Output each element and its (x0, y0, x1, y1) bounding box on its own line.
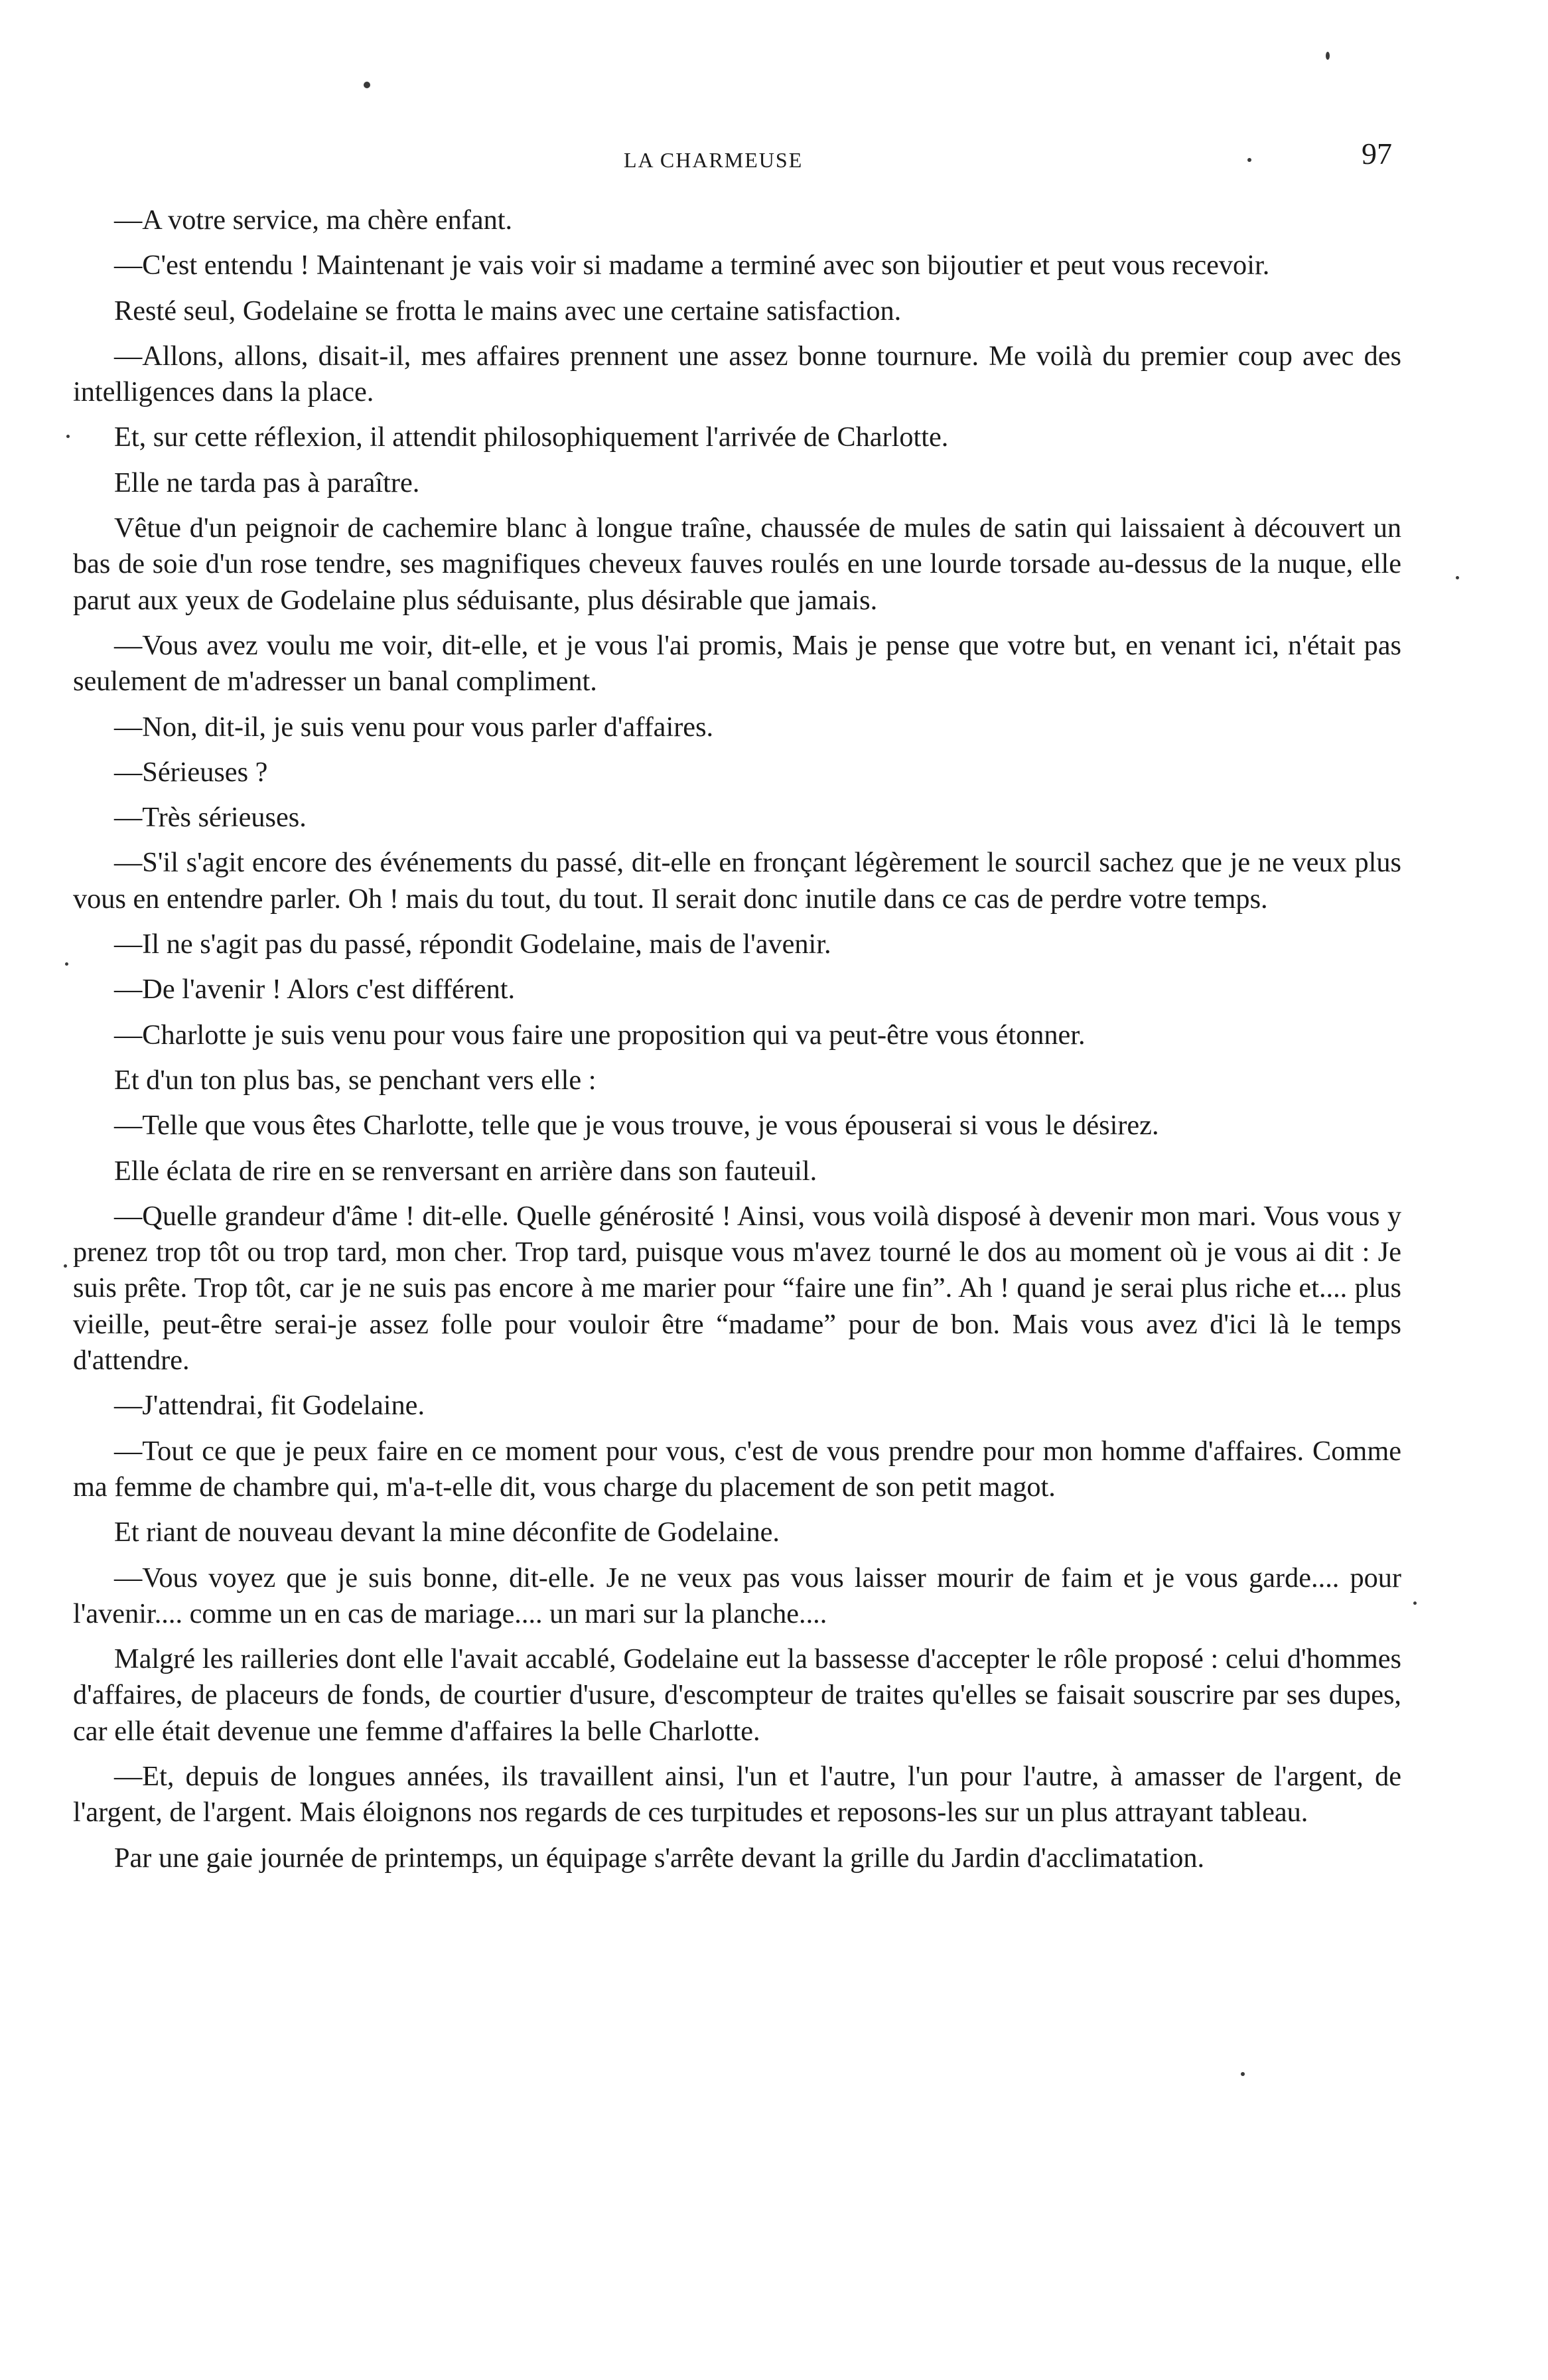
paragraph: Par une gaie journée de printemps, un équipage s'arrête devant la grille du Jardin d'acclimatation. (114, 1842, 1205, 1874)
paragraph: —J'attendrai, fit Godelaine. (114, 1390, 425, 1422)
paragraph: —Vous voyez que je suis bonne, dit-elle. Je ne veux pas vous laisser mourir de faim et je vous garde.... pour l'avenir.... comme un en cas de mariage.... un mari sur la planche.... (73, 1562, 1401, 1629)
body-text (73, 202, 1401, 1886)
paragraph: —Il ne s'agit pas du passé, répondit Godelaine, mais de l'avenir. (114, 929, 831, 960)
paragraph: —Charlotte je suis venu pour vous faire une proposition qui va peut-être vous étonner. (114, 1019, 1086, 1051)
scan-speck (65, 962, 68, 966)
paragraph: Vêtue d'un peignoir de cachemire blanc à longue traîne, chaussée de mules de satin qui laissaient à découvert un bas de soie d'un rose tendre, ses magnifiques cheveux fauves roulés en une lourde torsade au-dessus de la nuque, elle parut aux yeux de Godelaine plus séduisante, plus désirable que jamais. (73, 512, 1401, 616)
paragraph: Et, sur cette réflexion, il attendit philosophiquement l'arrivée de Charlotte. (114, 421, 949, 453)
paragraph: —Telle que vous êtes Charlotte, telle que je vous trouve, je vous épouserai si vous le désirez. (114, 1110, 1159, 1142)
scan-speck (1413, 1601, 1417, 1605)
scan-speck (1456, 576, 1459, 579)
scan-speck (64, 1264, 67, 1268)
scan-speck (1241, 2072, 1245, 2076)
paragraph: —S'il s'agit encore des événements du passé, dit-elle en fronçant légèrement le sourcil sachez que je ne veux plus vous en entendre parler. Oh ! mais du tout, du tout. Il serait donc inutile dans ce cas de perdre votre temps. (73, 847, 1401, 915)
paragraph: —Quelle grandeur d'âme ! dit-elle. Quelle générosité ! Ainsi, vous voilà disposé à devenir mon mari. Vous vous y prenez trop tôt ou trop tard, mon cher. Trop tard, puisque vous m'avez tourné le dos au moment où je vous ai dit : Je suis prête. Trop tôt, car je ne suis pas encore à me marier pour “faire une fin”. Ah ! quand je serai plus riche et.... plus vieille, peut-être serai-je assez folle pour vouloir être “madame” pour de bon. Mais vous avez d'ici là le temps d'attendre. (73, 1200, 1401, 1376)
page-number: 97 (1362, 137, 1392, 171)
scan-speck (66, 435, 70, 438)
paragraph: —Allons, allons, disait-il, mes affaires prennent une assez bonne tournure. Me voilà du premier coup avec des intelligences dans la place. (73, 340, 1401, 408)
paragraph: —C'est entendu ! Maintenant je vais voir si madame a terminé avec son bijoutier et peut vous recevoir. (114, 250, 1270, 281)
paragraph: —Très sérieuses. (114, 802, 307, 834)
paragraph: Elle éclata de rire en se renversant en arrière dans son fauteuil. (114, 1155, 817, 1187)
paragraph: —Sérieuses ? (114, 756, 268, 788)
running-title: LA CHARMEUSE (624, 148, 804, 172)
paragraph: Et riant de nouveau devant la mine déconfite de Godelaine. (114, 1517, 780, 1548)
paragraph: —De l'avenir ! Alors c'est différent. (114, 974, 516, 1005)
paragraph: —Non, dit-il, je suis venu pour vous parler d'affaires. (114, 711, 714, 743)
paragraph: —Vous avez voulu me voir, dit-elle, et je vous l'ai promis, Mais je pense que votre but, en venant ici, n'était pas seulement de m'adresser un banal compliment. (73, 629, 1401, 698)
scan-speck (1326, 52, 1330, 60)
paragraph: Et d'un ton plus bas, se penchant vers elle : (114, 1064, 597, 1096)
running-head (0, 136, 1548, 176)
paragraph: Elle ne tarda pas à paraître. (114, 467, 420, 498)
scan-speck (364, 82, 370, 88)
paragraph: —Et, depuis de longues années, ils travaillent ainsi, l'un et l'autre, l'un pour l'autre, à amasser de l'argent, de l'argent, de l'argent. Mais éloignons nos regards de ces turpitudes et reposons-les sur un plus attrayant tableau. (73, 1760, 1401, 1828)
paragraph: —Tout ce que je peux faire en ce moment pour vous, c'est de vous prendre pour mon homme d'affaires. Comme ma femme de chambre qui, m'a-t-elle dit, vous charge du placement de son petit magot. (73, 1435, 1401, 1503)
scan-speck (1247, 158, 1251, 162)
paragraph: Resté seul, Godelaine se frotta le mains avec une certaine satisfaction. (114, 295, 902, 327)
paragraph: Malgré les railleries dont elle l'avait accablé, Godelaine eut la bassesse d'accepter le rôle proposé : celui d'hommes d'affaires, de placeurs de fonds, de courtier d'usure, d'escompteur de traites qu'elles se faisait souscrire par ses dupes, car elle était devenue une femme d'affaires la belle Charlotte. (73, 1643, 1401, 1747)
paragraph: —A votre service, ma chère enfant. (114, 204, 513, 236)
